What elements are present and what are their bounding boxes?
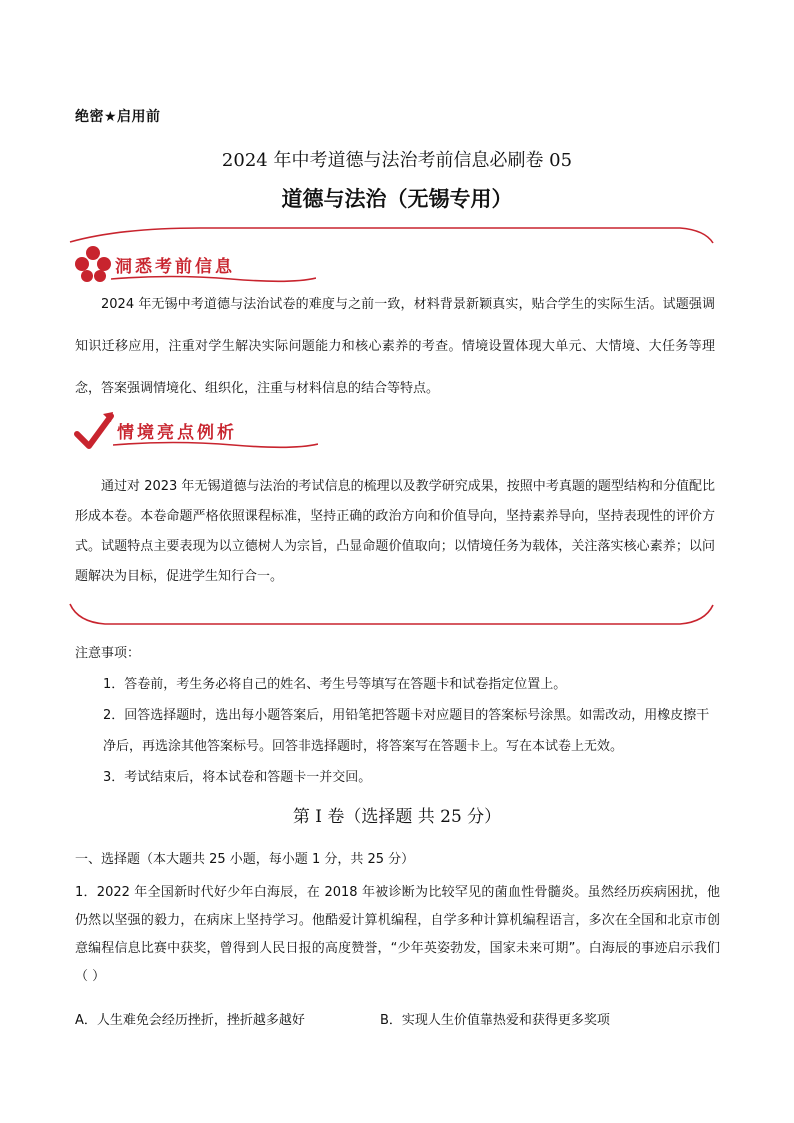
question-stem: 1．2022 年全国新时代好少年白海辰，在 2018 年被诊断为比较罕见的菌血性骨髓炎。虽然经历疾病困扰，他仍然以坚强的毅力，在病床上坚持学习。他酷爱计算机编程，自学多种计算机编程语言，多次在全国和北京市创意编程信息比赛中获奖，曾得到人民日报的高度赞誉，“少年英姿勃发，国家未来可期”。白海辰的事迹启示我们（ ） xyxy=(75,885,720,984)
notes-section xyxy=(75,638,720,793)
exam-subtitle: 道德与法治（无锡专用） xyxy=(281,187,513,211)
info-paragraph-2: 通过对 2023 年无锡道德与法治的考试信息的梳理以及教学研究成果，按照中考真题的题型结构和分值配比形成本卷。本卷命题严格依照课程标准，坚持正确的政治方向和价值导向，坚持素养导向，坚持表现性的评价方式。试题特点主要表现为以立德树人为宗旨，凸显命题价值取向；以情境任务为载体，关注落实核心素养；以问题解决为目标，促进学生知行合一。 xyxy=(75,479,715,584)
section-title: 第 I 卷（选择题 共 25 分） xyxy=(292,807,502,827)
banner-highlights-label: 情境亮点例析 xyxy=(117,423,237,443)
info-paragraph-1: 2024 年无锡中考道德与法治试卷的难度与之前一致，材料背景新颖真实，贴合学生的实际生活。试题强调知识迁移应用，注重对学生解决实际问题能力和核心素养的考查。情境设置体现大单元、大情境、大任务等理念，答案强调情境化、组织化，注重与材料信息的结合等特点。 xyxy=(75,297,715,396)
exam-title: 2024 年中考道德与法治考前信息必刷卷 05 xyxy=(221,150,573,171)
note-item: 3．考试结束后，将本试卷和答题卡一并交回。 xyxy=(103,770,372,785)
part-heading: 一、选择题（本大题共 25 小题，每小题 1 分，共 25 分） xyxy=(75,852,415,867)
secret-label: 绝密★启用前 xyxy=(75,109,161,125)
banner-underline xyxy=(111,274,316,284)
notes-heading: 注意事项： xyxy=(75,646,141,661)
option-a: A．人生难免会经历挫折，挫折越多越好 xyxy=(75,1013,305,1028)
note-item: 2．回答选择题时，选出每小题答案后，用铅笔把答题卡对应题目的答案标号涂黑。如需改动，用橡皮擦干净后，再选涂其他答案标号。回答非选择题时，将答案写在答题卡上。写在本试卷上无效。 xyxy=(103,708,710,754)
banner-underline xyxy=(113,440,318,450)
option-b: B．实现人生价值靠热爱和获得更多奖项 xyxy=(380,1013,610,1028)
flower-icon xyxy=(73,244,113,284)
banner-highlights xyxy=(73,408,263,450)
banner-insight xyxy=(73,244,253,284)
banner-insight-label: 洞悉考前信息 xyxy=(115,257,235,277)
note-item: 1．答卷前，考生务必将自己的姓名、考生号等填写在答题卡和试卷指定位置上。 xyxy=(103,677,567,692)
check-arrow-icon xyxy=(73,408,117,452)
